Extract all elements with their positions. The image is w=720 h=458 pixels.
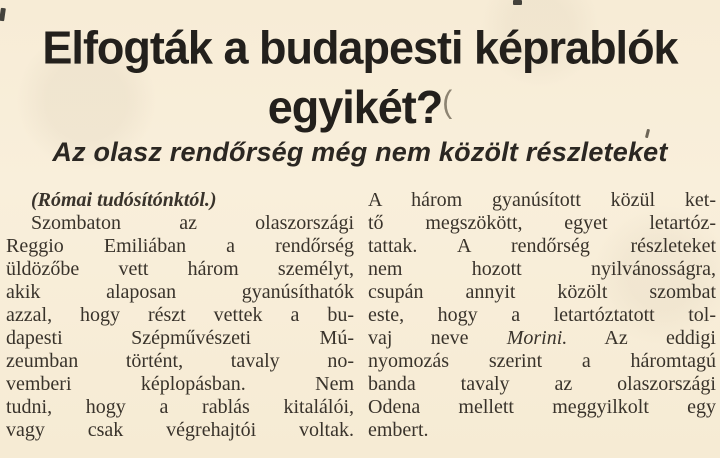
body-text-segment: banda tavaly az olaszországi [368,373,716,395]
body-line [368,350,716,373]
body-text-segment: csupán annyit közölt szombat [368,281,716,303]
body-line [368,235,716,258]
body-text-segment: Az eddigi [567,327,716,349]
headline [0,20,720,134]
body-text-segment: nyomozás szerint a háromtagú [368,350,716,372]
stray-print-mark: ( [442,85,453,120]
body-text-segment: Odena mellett meggyilkolt egy [368,396,716,418]
body-text-segment: tattak. A rendőrség részleteket [368,235,716,257]
body-line [6,258,354,281]
body-text-segment: embert. [368,419,429,441]
body-line [6,350,354,373]
body-text-segment: zeumban történt, tavaly no- [6,350,354,372]
body-text-segment: (Római tudósítónktól.) [31,189,217,211]
body-text-segment: vemberi képlopásban. Nem [6,373,354,395]
subheadline-text: Az olasz rendőrség még nem közölt részleteket [52,137,668,167]
body-line [368,419,716,442]
article-column-right [368,189,716,442]
body-line [368,327,716,350]
body-text-segment: azzal, hogy részt vettek a bu- [6,304,354,326]
body-text-segment: vagy csak végrehajtói voltak. [6,419,354,441]
body-text-segment: A három gyanúsított közül ket- [368,189,716,211]
body-text-segment: vaj neve [368,327,507,349]
body-line [6,373,354,396]
body-line [6,304,354,327]
body-line [368,258,716,281]
article-body [6,189,716,442]
headline-text-1: Elfogták a budapesti képrablók [42,21,678,75]
ink-speck-top-center [513,0,522,5]
body-line [368,212,716,235]
body-text-segment: tudni, hogy a rablás kitalálói, [6,396,354,418]
body-text-segment: nem hozott nyilvánosságra, [368,258,716,280]
headline-line-1 [0,20,720,75]
body-line [368,373,716,396]
body-line [6,212,354,235]
body-line [6,235,354,258]
article-column-left [6,189,354,442]
headline-line-2 [0,75,720,134]
body-text-segment: Morini. [506,327,568,349]
body-line [368,396,716,419]
body-text-segment: tő megszökött, egyet letartóz- [368,212,716,234]
body-line [6,419,354,442]
body-text-segment: dapesti Szépművészeti Mú- [6,327,354,349]
body-line [368,281,716,304]
body-line [6,327,354,350]
body-text-segment: este, hogy a letartóztatott tol- [368,304,716,326]
subheadline [0,137,720,168]
body-text-segment: akik alaposan gyanúsíthatók [6,281,354,303]
body-text-segment: üldözőbe vett három személyt, [6,258,354,280]
body-line [368,304,716,327]
body-line [368,189,716,212]
body-text-segment: Reggio Emiliában a rendőrség [6,235,354,257]
headline-text-2: egyikét? [267,80,443,134]
body-line [6,396,354,419]
body-text-segment: Szombaton az olaszországi [31,212,354,234]
body-line [6,189,354,212]
body-line [6,281,354,304]
